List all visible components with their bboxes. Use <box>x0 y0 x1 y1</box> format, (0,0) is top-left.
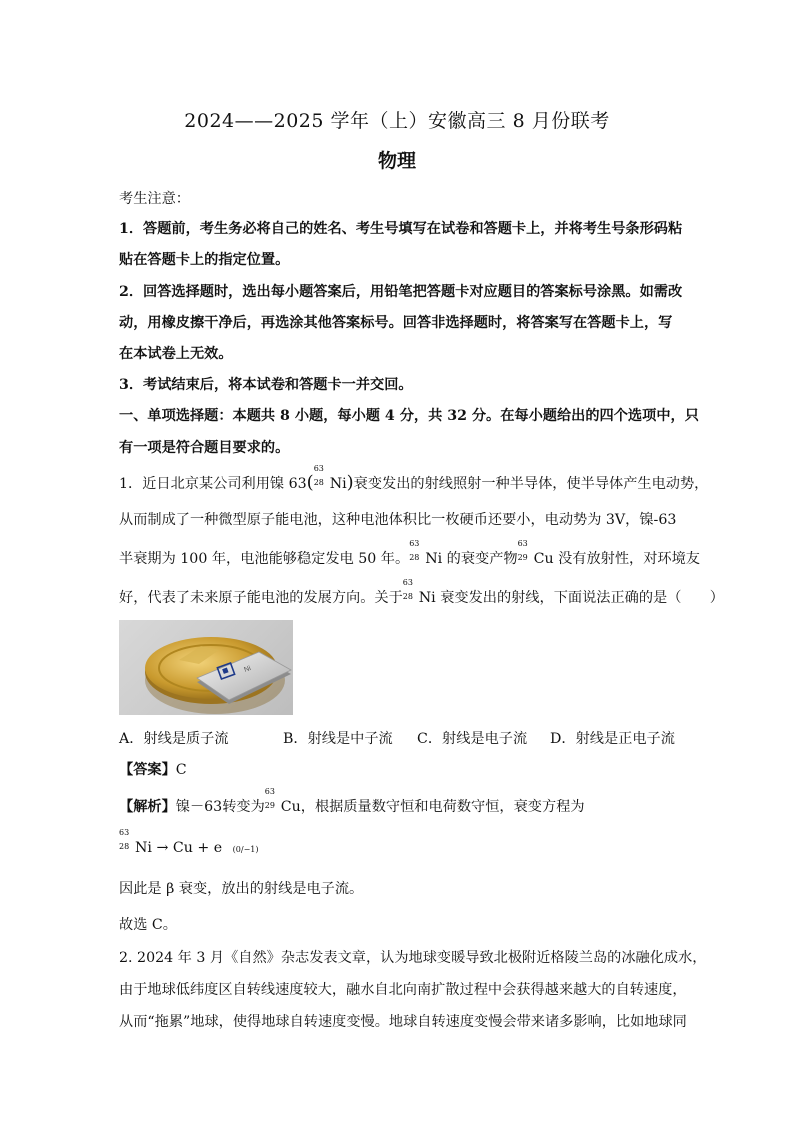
nuclide-ni: 63 28 <box>402 578 413 601</box>
q2-stem-line3: 从而“拖累”地球，使得地球自转速度变慢。地球自转速度变慢会带来诸多影响，比如地球同 <box>119 1014 687 1030</box>
q1-answer <box>119 759 679 779</box>
q1-stem-text: 半衰期为 100 年，电池能够稳定发电 50 年。 <box>119 551 410 567</box>
exam-title: 2024——2025 学年（上）安徽高三 8 月份联考 <box>184 110 610 132</box>
analysis-text: 镍－63转变为 <box>175 799 265 815</box>
q1-stem-text: Cu 没有放射性，对环境友 <box>533 551 700 567</box>
ni-symbol: Ni <box>329 476 347 492</box>
q1-option-c: C．射线是电子流 <box>417 731 528 747</box>
q1-final: 故选 C。 <box>119 917 177 933</box>
equation-text: Ni → Cu + e <box>135 840 223 856</box>
notice-item-2a: 2．回答选择题时，选出每小题答案后，用铅笔把答题卡对应题目的答案标号涂黑。如需改 <box>119 284 683 300</box>
q1-analysis <box>119 787 679 816</box>
analysis-text: Cu，根据质量数守恒和电荷数守恒，衰变方程为 <box>280 799 585 815</box>
q1-stem-line1: 1．近日北京某公司利用镍 63( 63 28 Ni)衰变发出的射线照射一种半导体，使半导体产生电动势， <box>119 464 709 493</box>
nuclide-ni: 63 28 <box>313 464 324 487</box>
notice-item-3: 3．考试结束后，将本试卷和答题卡一并交回。 <box>119 377 413 393</box>
notice-item-1a: 1．答题前，考生务必将自己的姓名、考生号填写在试卷和答题卡上，并将考生号条形码粘 <box>119 221 683 237</box>
svg-text:Ni: Ni <box>243 665 252 674</box>
q2-stem-line2: 由于地球低纬度区自转线速度较大，融水自北向南扩散过程中会获得越来越大的自转速度， <box>119 982 687 998</box>
q1-stem-line4 <box>119 578 724 607</box>
notice-item-2b: 动，用橡皮擦干净后，再选涂其他答案标号。回答非选择题时，将答案写在答题卡上，写 <box>119 315 673 331</box>
analysis-label: 【解析】 <box>119 799 176 815</box>
answer-value: C <box>175 762 187 778</box>
nuclear-battery-photo <box>119 620 293 715</box>
decay-equation <box>119 828 679 856</box>
q1-stem-line3 <box>119 539 700 568</box>
subject-title: 物理 <box>377 150 416 172</box>
nuclide-ni: 63 28 <box>119 828 130 851</box>
coin-and-chip-illustration <box>119 620 293 715</box>
q1-stem-text: 好，代表了未来原子能电池的发展方向。关于 <box>119 590 403 606</box>
q1-stem-line2: 从而制成了一种微型原子能电池，这种电池体积比一枚硬币还要小，电动势为 3V，镍-63 <box>119 512 677 528</box>
q1-stem-text: 1．近日北京某公司利用镍 63 <box>119 476 307 492</box>
q1-stem-text: Ni 衰变发出的射线，下面说法正确的是（ ） <box>418 590 724 606</box>
nuclide-cu: 63 29 <box>264 787 275 810</box>
q1-option-d: D．射线是正电子流 <box>550 731 675 747</box>
nuclide-cu: 63 29 <box>517 539 528 562</box>
notice-heading: 考生注意： <box>119 191 190 207</box>
q1-option-a: A．射线是质子流 <box>119 731 229 747</box>
q1-option-b: B．射线是中子流 <box>283 731 393 747</box>
q1-stem-text: 衰变发出的射线照射一种半导体，使半导体产生电动势， <box>353 476 709 492</box>
notice-item-1b: 贴在答题卡上的指定位置。 <box>119 252 290 268</box>
electron-numbers: (0/−1) <box>232 845 259 854</box>
nuclide-ni: 63 28 <box>409 539 420 562</box>
section-heading-line1: 一、单项选择题：本题共 8 小题，每小题 4 分，共 32 分。在每小题给出的四个选项中，只 <box>119 408 699 424</box>
section-heading-line2: 有一项是符合题目要求的。 <box>119 440 290 456</box>
q1-stem-text: Ni 的衰变产物 <box>425 551 518 567</box>
notice-item-2c: 在本试卷上无效。 <box>119 346 233 362</box>
q1-conclusion: 因此是 β 衰变，放出的射线是电子流。 <box>119 881 364 897</box>
answer-label: 【答案】 <box>119 762 176 778</box>
q2-stem-line1: 2. 2024 年 3 月《自然》杂志发表文章，认为地球变暖导致北极附近格陵兰岛的冰融化成水， <box>119 950 707 966</box>
